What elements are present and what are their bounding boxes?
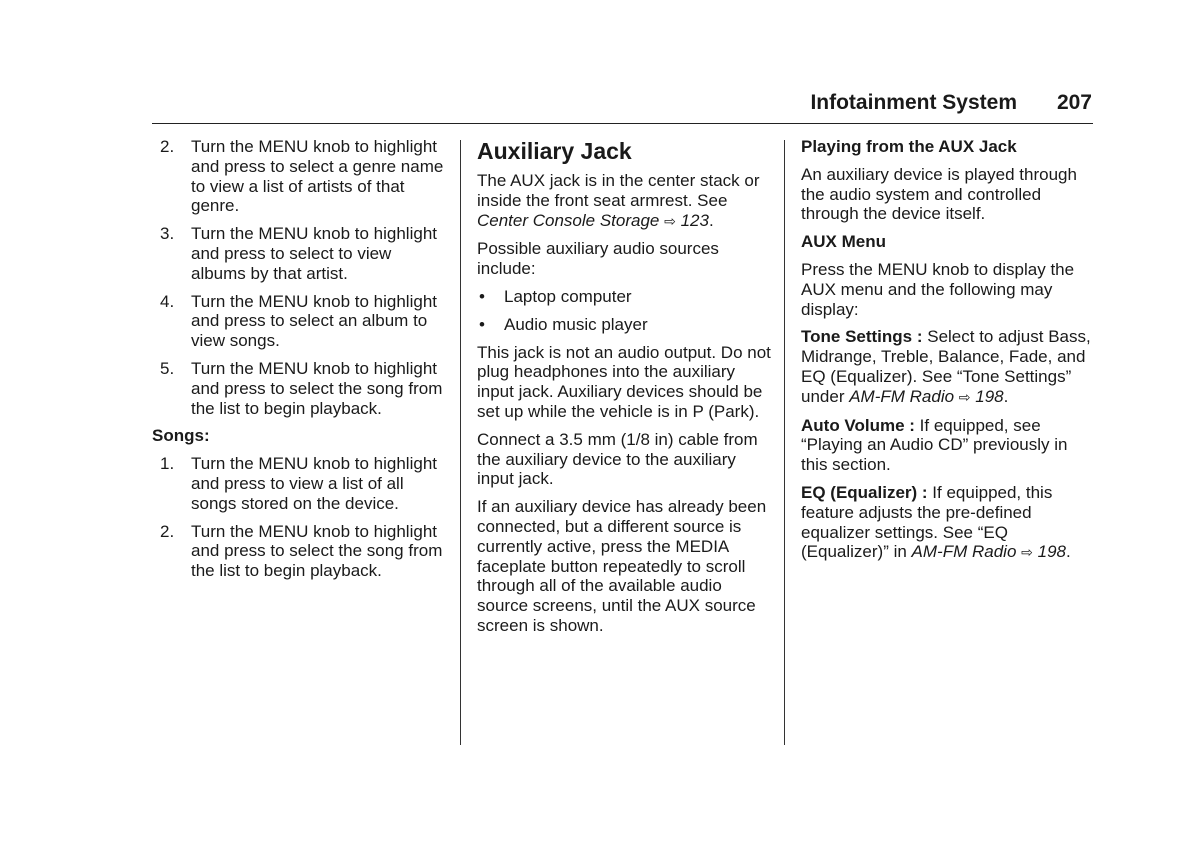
column-middle [477,137,772,644]
list-number: 2. [160,137,175,156]
paragraph: This jack is not an audio output. Do not plug headphones into the auxiliary input jack. Auxiliary devices should be set up while the vehicle is in P (Park). [477,342,771,421]
paragraph-end: . [1003,386,1009,406]
list-item [152,522,447,581]
paragraph [477,171,772,231]
term-label: Auto Volume : [801,415,915,435]
section-heading: Auxiliary Jack [477,138,632,164]
subheading-aux-menu: AUX Menu [801,232,886,252]
bullet-icon: • [479,314,485,334]
list-text: Turn the MENU knob to highlight and press to select the song from the list to begin playback. [191,358,443,418]
paragraph-text: The AUX jack is in the center stack or inside the front seat armrest. See [477,171,760,210]
section-title: Infotainment System [810,91,1017,114]
cross-reference-link[interactable]: AM-FM Radio [849,386,955,406]
page-number: 207 [1056,91,1092,114]
page-reference[interactable]: 198 [1037,542,1066,562]
list-item [152,359,447,418]
paragraph: An auxiliary device is played through the audio system and controlled through the device itself. [801,164,1077,224]
term-text: If equipped, this feature adjusts the pre-defined equalizer settings. See “EQ (Equalizer)” in [801,482,1053,562]
list-number: 2. [160,521,175,541]
list-number: 5. [160,358,175,378]
cross-reference-link[interactable]: Center Console Storage [477,210,660,230]
bullet-text: Laptop computer [504,286,632,306]
bullet-item [477,287,772,307]
column-right [801,137,1096,571]
auto-volume-entry [801,416,1096,475]
bullet-text: Audio music player [504,314,648,334]
bullet-item [477,315,772,335]
page-reference-icon: ⇨ [958,388,971,405]
songs-heading: Songs: [152,426,210,446]
cross-reference-link[interactable]: AM-FM Radio [911,542,1017,562]
list-item [152,454,447,513]
list-text: Turn the MENU knob to highlight and press to select to view albums by that artist. [191,224,437,283]
list-text: Turn the MENU knob to highlight and press to view a list of all songs stored on the device. [191,454,437,513]
term-text: Select to adjust Bass, Midrange, Treble, Balance, Fade, and EQ (Equalizer). See “Tone Settings” under [801,327,1091,406]
tone-settings-entry [801,327,1096,407]
bullet-icon: • [479,286,485,306]
list-item [152,292,447,351]
list-text: Turn the MENU knob to highlight and press to select an album to view songs. [191,291,437,351]
page-reference[interactable]: 198 [975,386,1004,406]
page-reference-icon: ⇨ [1021,544,1033,561]
subheading-playing: Playing from the AUX Jack [801,137,1017,156]
column-divider-1 [460,140,461,745]
eq-entry [801,483,1096,563]
page-reference[interactable]: 123 [680,210,709,230]
paragraph: Connect a 3.5 mm (1/8 in) cable from the auxiliary device to the auxiliary input jack. [477,429,758,489]
list-number: 4. [160,291,175,311]
term-label: EQ (Equalizer) : [801,482,928,502]
paragraph: Press the MENU knob to display the AUX menu and the following may display: [801,259,1075,319]
list-item [152,224,447,283]
header-divider [152,123,1093,124]
list-item [152,137,447,216]
term-text: If equipped, see “Playing an Audio CD” previously in this section. [801,415,1068,475]
paragraph: Possible auxiliary audio sources include: [477,239,719,279]
paragraph: If an auxiliary device has already been connected, but a different source is currently active, press the MEDIA faceplate button repeatedly to scroll through all of the available audio source screens, until the AUX source screen is shown. [477,497,767,635]
term-label: Tone Settings : [801,327,923,347]
column-left [152,137,447,589]
list-number: 3. [160,224,175,244]
list-text: Turn the MENU knob to highlight and press to select the song from the list to begin playback. [191,521,443,581]
list-number: 1. [160,454,175,474]
paragraph-end: . [708,210,714,230]
paragraph-end: . [1065,542,1071,562]
list-text: Turn the MENU knob to highlight and press to select a genre name to view a list of artists of that genre. [191,137,444,216]
column-divider-2 [784,140,785,745]
page-reference-icon: ⇨ [664,212,676,229]
